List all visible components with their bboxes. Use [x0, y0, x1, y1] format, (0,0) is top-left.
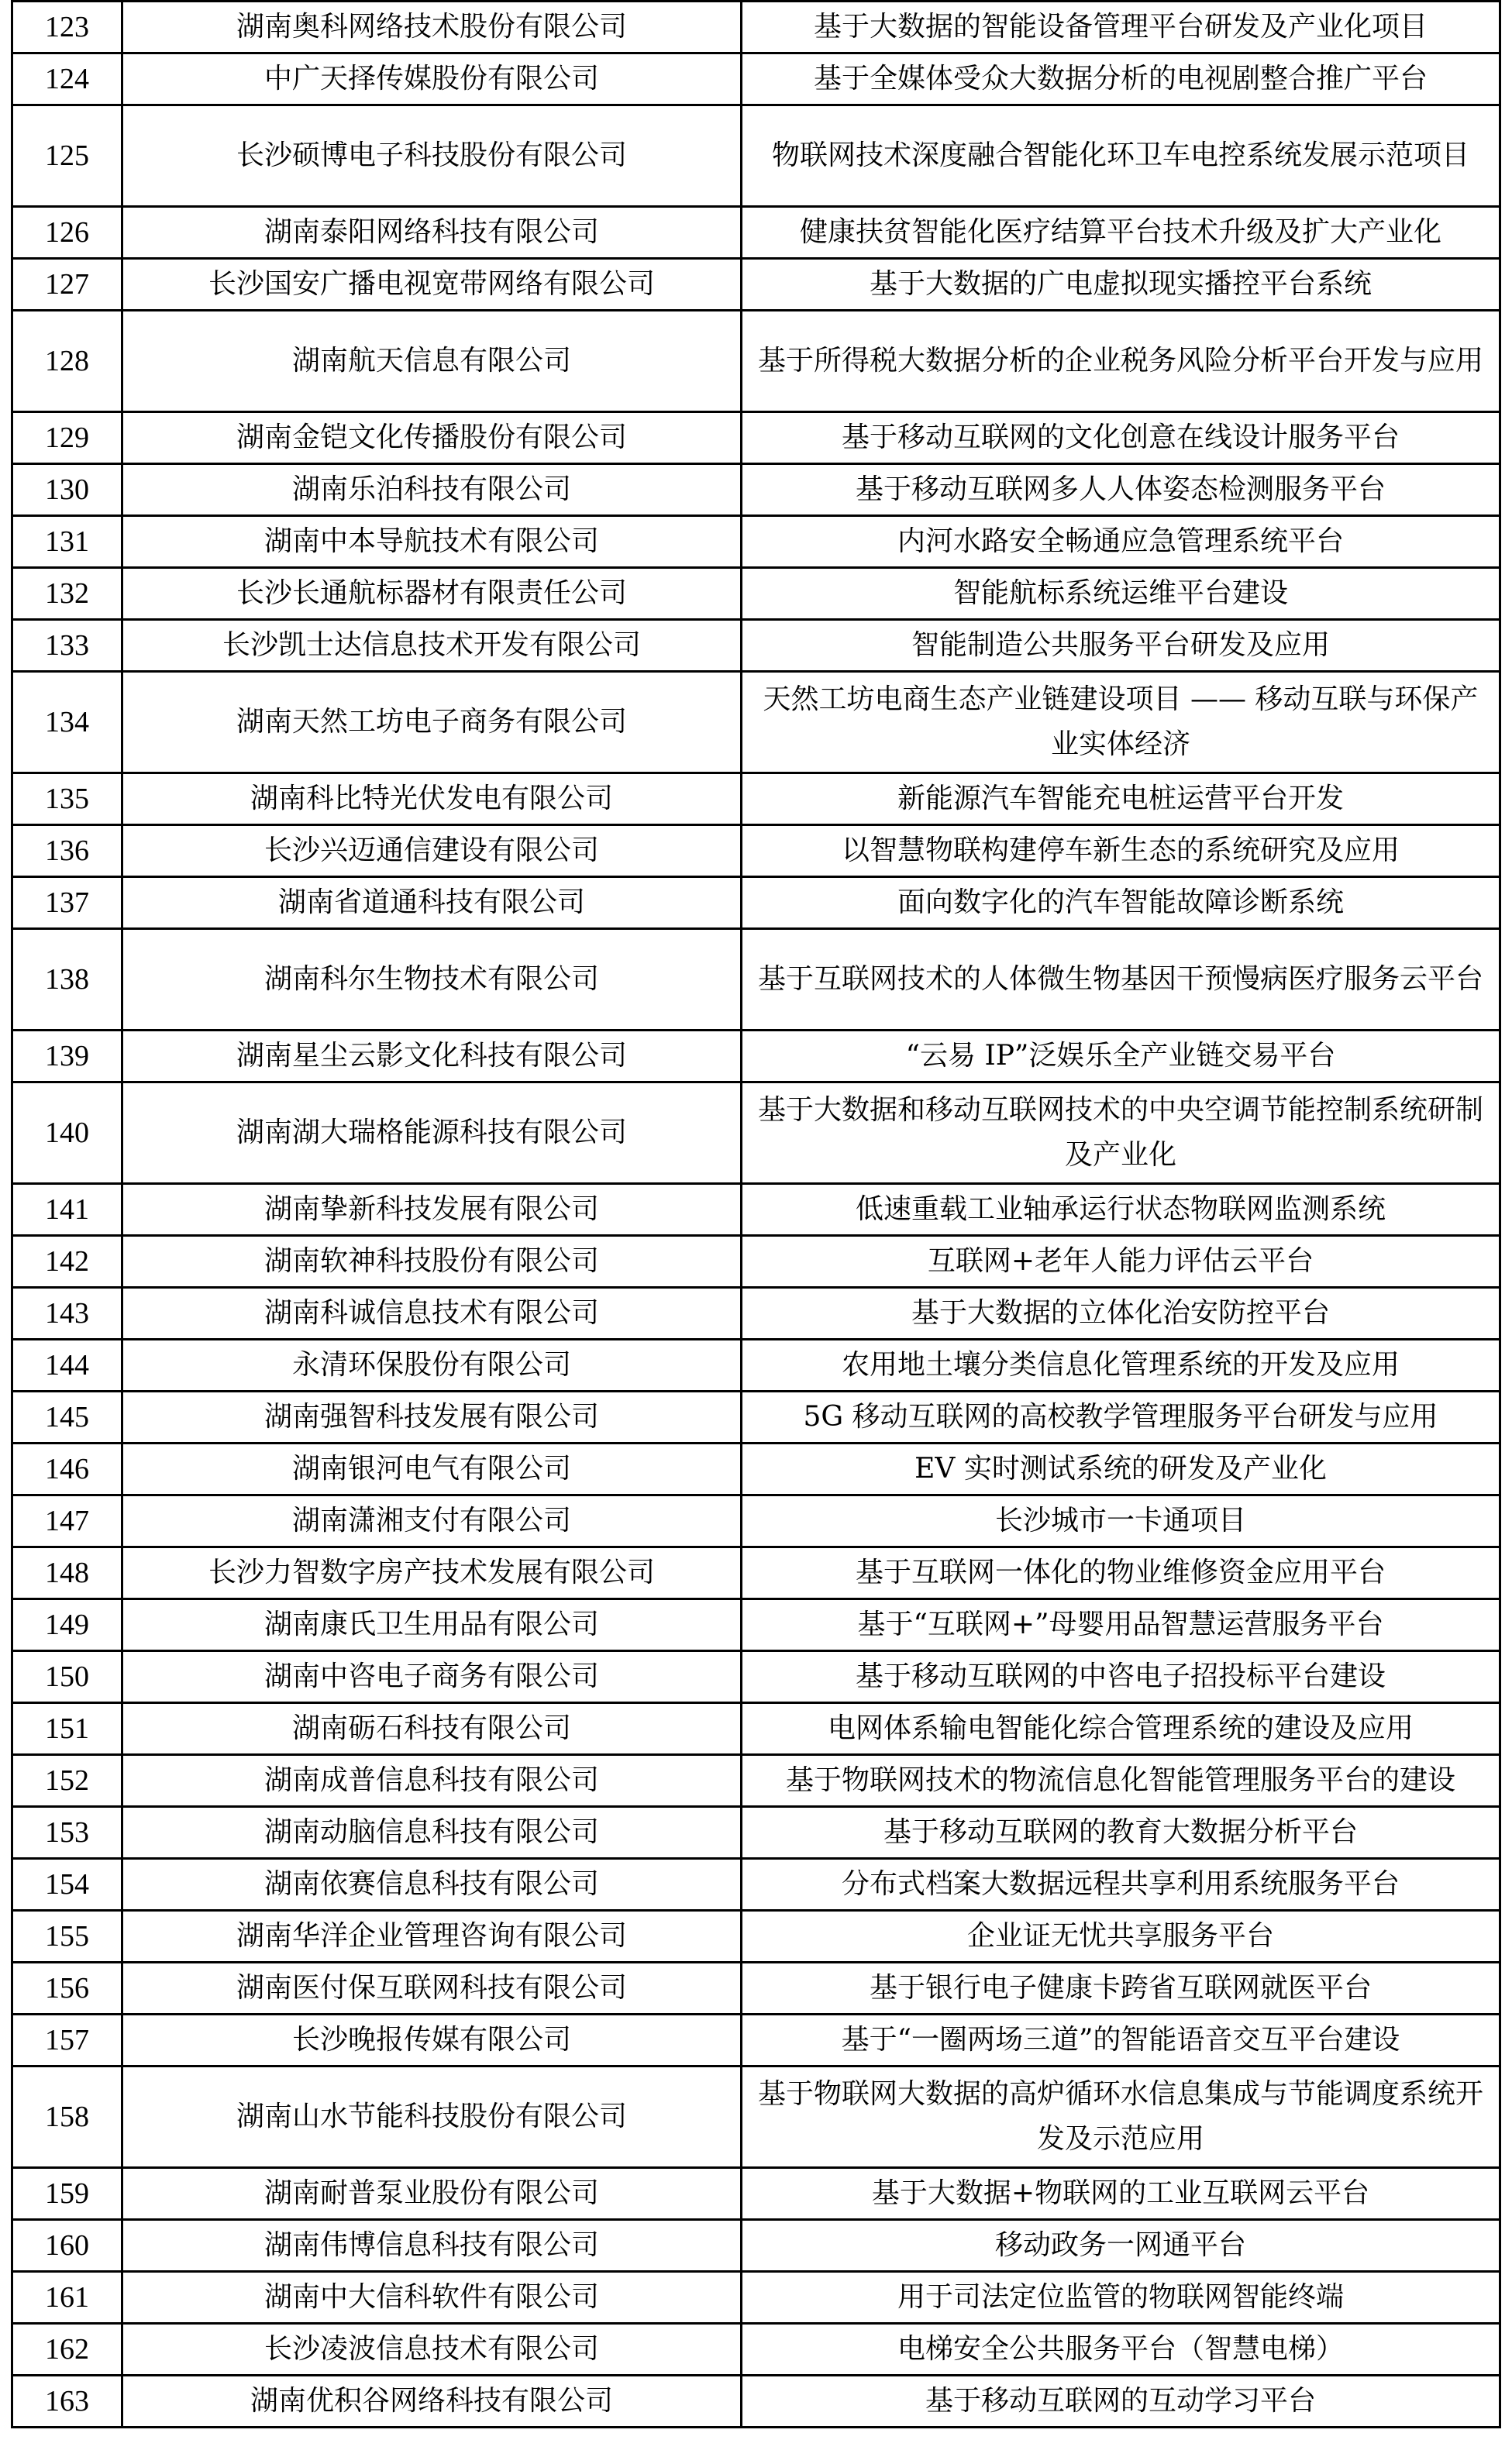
row-number: 128 — [12, 311, 122, 412]
table-row — [12, 1236, 1500, 1288]
project-name: 基于大数据+物联网的工业互联网云平台 — [742, 2168, 1500, 2220]
row-number: 162 — [12, 2324, 122, 2376]
row-number: 143 — [12, 1288, 122, 1340]
company-name: 湖南康氏卫生用品有限公司 — [122, 1599, 742, 1651]
table-row — [12, 568, 1500, 620]
project-name: 物联网技术深度融合智能化环卫车电控系统发展示范项目 — [742, 105, 1500, 207]
project-name: 用于司法定位监管的物联网智能终端 — [742, 2272, 1500, 2324]
table-row — [12, 53, 1500, 105]
table-row — [12, 207, 1500, 259]
table-row — [12, 1082, 1500, 1184]
project-name: 基于物联网大数据的高炉循环水信息集成与节能调度系统开发及示范应用 — [742, 2067, 1500, 2168]
company-name: 湖南金铠文化传播股份有限公司 — [122, 412, 742, 464]
project-name: 基于互联网技术的人体微生物基因干预慢病医疗服务云平台 — [742, 929, 1500, 1031]
table-row — [12, 672, 1500, 773]
project-name: 基于物联网技术的物流信息化智能管理服务平台的建设 — [742, 1755, 1500, 1807]
row-number: 147 — [12, 1495, 122, 1547]
company-name: 湖南华洋企业管理咨询有限公司 — [122, 1911, 742, 1963]
row-number: 131 — [12, 516, 122, 568]
table-row — [12, 311, 1500, 412]
project-name: 新能源汽车智能充电桩运营平台开发 — [742, 773, 1500, 825]
table-row — [12, 2376, 1500, 2428]
project-name: 分布式档案大数据远程共享利用系统服务平台 — [742, 1859, 1500, 1911]
company-name: 湖南砺石科技有限公司 — [122, 1703, 742, 1755]
table-row — [12, 2168, 1500, 2220]
company-name: 长沙晚报传媒有限公司 — [122, 2015, 742, 2067]
row-number: 133 — [12, 620, 122, 672]
row-number: 145 — [12, 1392, 122, 1444]
company-name: 长沙力智数字房产技术发展有限公司 — [122, 1547, 742, 1599]
project-name: 以智慧物联构建停车新生态的系统研究及应用 — [742, 825, 1500, 877]
company-name: 长沙凌波信息技术有限公司 — [122, 2324, 742, 2376]
row-number: 123 — [12, 2, 122, 53]
table-row — [12, 1651, 1500, 1703]
table-row — [12, 2015, 1500, 2067]
table-row — [12, 1184, 1500, 1236]
row-number: 135 — [12, 773, 122, 825]
project-name: 移动政务一网通平台 — [742, 2220, 1500, 2272]
row-number: 144 — [12, 1340, 122, 1392]
table-row — [12, 105, 1500, 207]
table-row — [12, 1703, 1500, 1755]
company-name: 湖南天然工坊电子商务有限公司 — [122, 672, 742, 773]
table-row — [12, 1859, 1500, 1911]
row-number: 138 — [12, 929, 122, 1031]
company-name: 湖南省道通科技有限公司 — [122, 877, 742, 929]
company-name: 湖南乐泊科技有限公司 — [122, 464, 742, 516]
table-row — [12, 1444, 1500, 1495]
project-name: 低速重载工业轴承运行状态物联网监测系统 — [742, 1184, 1500, 1236]
table-row — [12, 2272, 1500, 2324]
project-name: 基于大数据的立体化治安防控平台 — [742, 1288, 1500, 1340]
project-name: 基于“互联网+”母婴用品智慧运营服务平台 — [742, 1599, 1500, 1651]
company-name: 湖南中本导航技术有限公司 — [122, 516, 742, 568]
row-number: 148 — [12, 1547, 122, 1599]
project-name: 基于大数据的广电虚拟现实播控平台系统 — [742, 259, 1500, 311]
row-number: 146 — [12, 1444, 122, 1495]
row-number: 127 — [12, 259, 122, 311]
row-number: 137 — [12, 877, 122, 929]
project-name: 企业证无忧共享服务平台 — [742, 1911, 1500, 1963]
table-row — [12, 516, 1500, 568]
project-name: 基于互联网一体化的物业维修资金应用平台 — [742, 1547, 1500, 1599]
row-number: 150 — [12, 1651, 122, 1703]
project-name: 基于所得税大数据分析的企业税务风险分析平台开发与应用 — [742, 311, 1500, 412]
project-name: 互联网+老年人能力评估云平台 — [742, 1236, 1500, 1288]
table-row — [12, 773, 1500, 825]
project-name: 5G 移动互联网的高校教学管理服务平台研发与应用 — [742, 1392, 1500, 1444]
company-name: 湖南科诚信息技术有限公司 — [122, 1288, 742, 1340]
project-name: “云易 IP”泛娱乐全产业链交易平台 — [742, 1031, 1500, 1082]
company-name: 湖南星尘云影文化科技有限公司 — [122, 1031, 742, 1082]
project-name: 基于大数据的智能设备管理平台研发及产业化项目 — [742, 2, 1500, 53]
row-number: 132 — [12, 568, 122, 620]
table-row — [12, 825, 1500, 877]
project-name: 电梯安全公共服务平台（智慧电梯） — [742, 2324, 1500, 2376]
project-name: 基于“一圈两场三道”的智能语音交互平台建设 — [742, 2015, 1500, 2067]
table-row — [12, 620, 1500, 672]
company-name: 湖南医付保互联网科技有限公司 — [122, 1963, 742, 2015]
company-name: 湖南中大信科软件有限公司 — [122, 2272, 742, 2324]
table-row — [12, 1340, 1500, 1392]
project-name: 智能航标系统运维平台建设 — [742, 568, 1500, 620]
company-name: 湖南泰阳网络科技有限公司 — [122, 207, 742, 259]
project-name: 长沙城市一卡通项目 — [742, 1495, 1500, 1547]
project-name: 电网体系输电智能化综合管理系统的建设及应用 — [742, 1703, 1500, 1755]
company-name: 湖南潇湘支付有限公司 — [122, 1495, 742, 1547]
company-name: 湖南湖大瑞格能源科技有限公司 — [122, 1082, 742, 1184]
row-number: 149 — [12, 1599, 122, 1651]
table-row — [12, 1392, 1500, 1444]
project-name: 基于移动互联网的中咨电子招投标平台建设 — [742, 1651, 1500, 1703]
project-name: EV 实时测试系统的研发及产业化 — [742, 1444, 1500, 1495]
table-row — [12, 2324, 1500, 2376]
row-number: 151 — [12, 1703, 122, 1755]
table-row — [12, 1031, 1500, 1082]
project-name: 基于银行电子健康卡跨省互联网就医平台 — [742, 1963, 1500, 2015]
table-row — [12, 929, 1500, 1031]
row-number: 163 — [12, 2376, 122, 2428]
company-name: 湖南挚新科技发展有限公司 — [122, 1184, 742, 1236]
table-row — [12, 1495, 1500, 1547]
company-name: 永清环保股份有限公司 — [122, 1340, 742, 1392]
company-name: 湖南科尔生物技术有限公司 — [122, 929, 742, 1031]
table-row — [12, 1807, 1500, 1859]
company-name: 长沙凯士达信息技术开发有限公司 — [122, 620, 742, 672]
row-number: 126 — [12, 207, 122, 259]
project-name: 智能制造公共服务平台研发及应用 — [742, 620, 1500, 672]
company-name: 湖南成普信息科技有限公司 — [122, 1755, 742, 1807]
row-number: 155 — [12, 1911, 122, 1963]
row-number: 153 — [12, 1807, 122, 1859]
table-row — [12, 1911, 1500, 1963]
table-row — [12, 877, 1500, 929]
table-row — [12, 1547, 1500, 1599]
table-row — [12, 2, 1500, 53]
company-name: 长沙兴迈通信建设有限公司 — [122, 825, 742, 877]
company-name: 湖南山水节能科技股份有限公司 — [122, 2067, 742, 2168]
company-name: 湖南动脑信息科技有限公司 — [122, 1807, 742, 1859]
company-name: 长沙长通航标器材有限责任公司 — [122, 568, 742, 620]
table-row — [12, 1599, 1500, 1651]
row-number: 160 — [12, 2220, 122, 2272]
row-number: 142 — [12, 1236, 122, 1288]
company-name: 湖南奥科网络技术股份有限公司 — [122, 2, 742, 53]
row-number: 159 — [12, 2168, 122, 2220]
company-name: 湖南强智科技发展有限公司 — [122, 1392, 742, 1444]
project-name: 农用地土壤分类信息化管理系统的开发及应用 — [742, 1340, 1500, 1392]
project-name: 基于全媒体受众大数据分析的电视剧整合推广平台 — [742, 53, 1500, 105]
project-name: 基于移动互联网多人人体姿态检测服务平台 — [742, 464, 1500, 516]
project-name: 基于移动互联网的互动学习平台 — [742, 2376, 1500, 2428]
row-number: 141 — [12, 1184, 122, 1236]
table-row — [12, 2220, 1500, 2272]
project-name: 基于移动互联网的教育大数据分析平台 — [742, 1807, 1500, 1859]
table-row — [12, 1755, 1500, 1807]
row-number: 140 — [12, 1082, 122, 1184]
company-name: 湖南优积谷网络科技有限公司 — [122, 2376, 742, 2428]
row-number: 158 — [12, 2067, 122, 2168]
project-list-table — [11, 0, 1501, 2428]
row-number: 129 — [12, 412, 122, 464]
row-number: 130 — [12, 464, 122, 516]
company-name: 长沙硕博电子科技股份有限公司 — [122, 105, 742, 207]
company-name: 湖南中咨电子商务有限公司 — [122, 1651, 742, 1703]
row-number: 157 — [12, 2015, 122, 2067]
row-number: 161 — [12, 2272, 122, 2324]
project-name: 健康扶贫智能化医疗结算平台技术升级及扩大产业化 — [742, 207, 1500, 259]
project-name: 基于移动互联网的文化创意在线设计服务平台 — [742, 412, 1500, 464]
company-name: 长沙国安广播电视宽带网络有限公司 — [122, 259, 742, 311]
table-row — [12, 464, 1500, 516]
table-row — [12, 412, 1500, 464]
table-row — [12, 1963, 1500, 2015]
row-number: 152 — [12, 1755, 122, 1807]
row-number: 124 — [12, 53, 122, 105]
company-name: 湖南科比特光伏发电有限公司 — [122, 773, 742, 825]
project-name: 天然工坊电商生态产业链建设项目 —— 移动互联与环保产业实体经济 — [742, 672, 1500, 773]
company-name: 湖南航天信息有限公司 — [122, 311, 742, 412]
row-number: 134 — [12, 672, 122, 773]
company-name: 湖南软神科技股份有限公司 — [122, 1236, 742, 1288]
row-number: 125 — [12, 105, 122, 207]
table-row — [12, 259, 1500, 311]
project-name: 基于大数据和移动互联网技术的中央空调节能控制系统研制及产业化 — [742, 1082, 1500, 1184]
company-name: 湖南依赛信息科技有限公司 — [122, 1859, 742, 1911]
row-number: 139 — [12, 1031, 122, 1082]
company-name: 湖南耐普泵业股份有限公司 — [122, 2168, 742, 2220]
table-row — [12, 1288, 1500, 1340]
project-name: 内河水路安全畅通应急管理系统平台 — [742, 516, 1500, 568]
company-name: 湖南银河电气有限公司 — [122, 1444, 742, 1495]
row-number: 136 — [12, 825, 122, 877]
table-body — [12, 2, 1500, 2428]
company-name: 中广天择传媒股份有限公司 — [122, 53, 742, 105]
project-name: 面向数字化的汽车智能故障诊断系统 — [742, 877, 1500, 929]
row-number: 156 — [12, 1963, 122, 2015]
table-row — [12, 2067, 1500, 2168]
row-number: 154 — [12, 1859, 122, 1911]
company-name: 湖南伟博信息科技有限公司 — [122, 2220, 742, 2272]
